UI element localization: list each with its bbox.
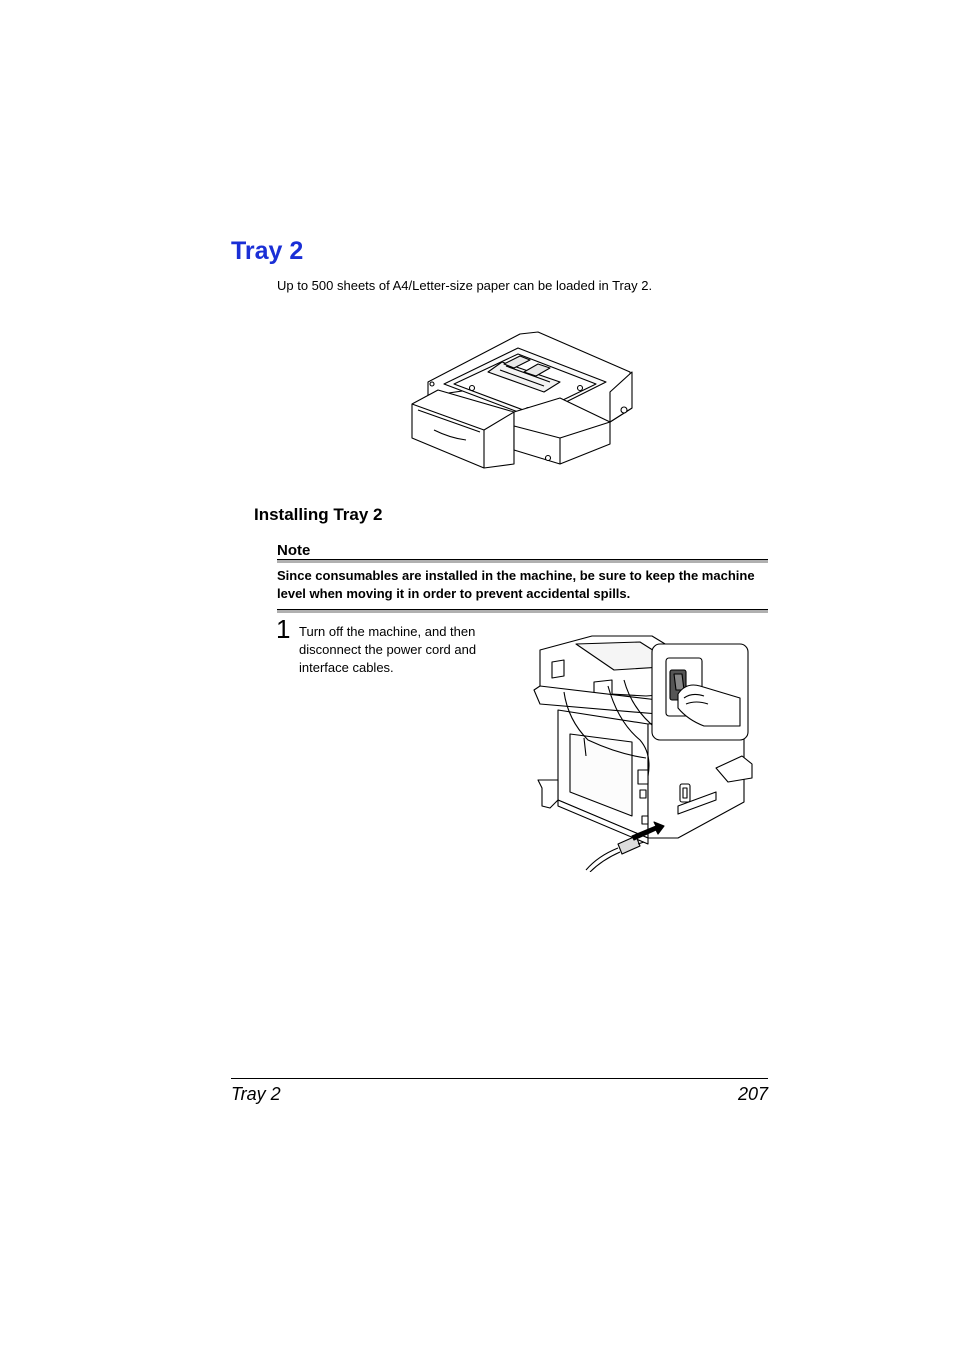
note-box — [277, 541, 768, 613]
note-text: Since consumables are installed in the machine, be sure to keep the machine level when moving it in order to prevent accidental spills. — [277, 568, 755, 601]
note-label: Note — [277, 542, 311, 559]
intro-paragraph: Up to 500 sheets of A4/Letter-size paper can be loaded in Tray 2. — [277, 278, 653, 293]
tray-2-illustration — [410, 326, 634, 470]
footer-rule — [231, 1078, 768, 1079]
page-title: Tray 2 — [231, 237, 304, 265]
section-heading: Installing Tray 2 — [254, 505, 383, 524]
step-text: Turn off the machine, and then disconnect the power cord and interface cables. — [299, 624, 477, 675]
page-number: 207 — [737, 1084, 768, 1104]
step-number: 1 — [276, 614, 291, 644]
note-bottom-rule — [277, 609, 768, 613]
footer-section-title: Tray 2 — [231, 1084, 281, 1104]
power-off-illustration — [528, 630, 758, 872]
